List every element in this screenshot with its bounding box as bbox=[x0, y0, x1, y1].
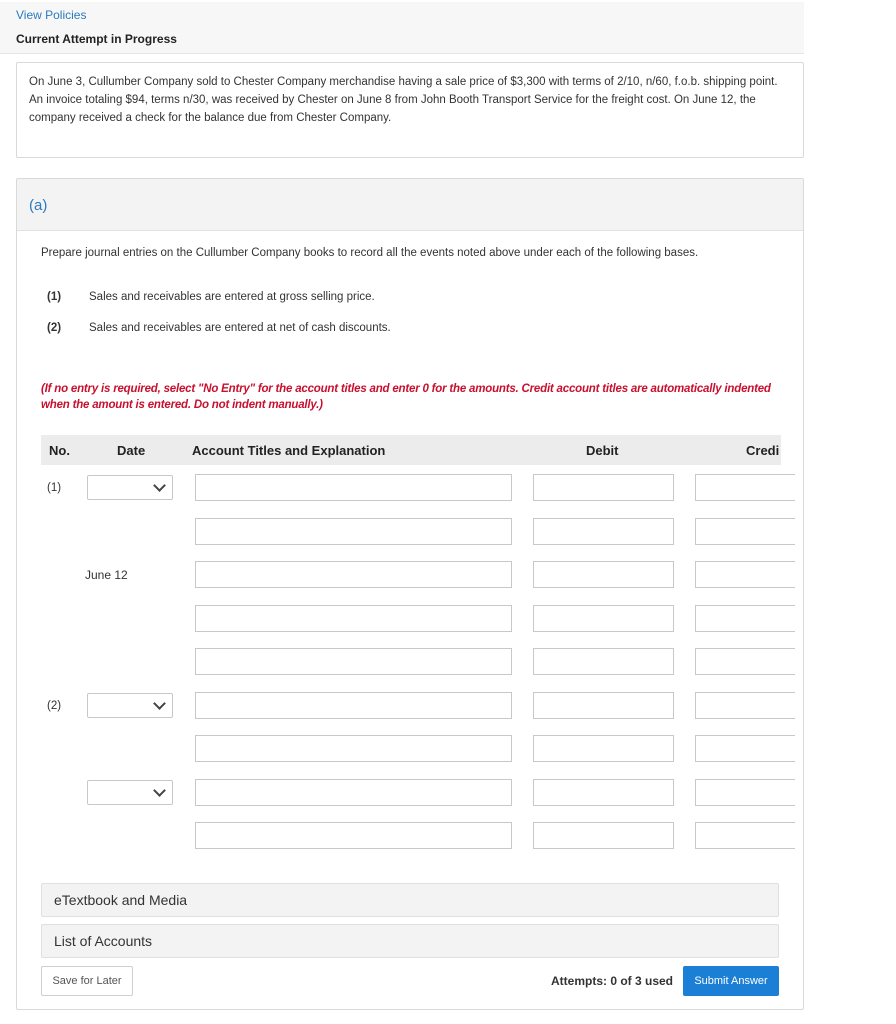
view-policies-link[interactable]: View Policies bbox=[16, 8, 87, 22]
chevron-down-icon bbox=[153, 784, 166, 797]
debit-input[interactable] bbox=[533, 735, 674, 762]
account-title-input[interactable] bbox=[195, 648, 512, 675]
date-dropdown[interactable] bbox=[87, 693, 173, 718]
header-no: No. bbox=[49, 443, 70, 458]
instructions-text: Prepare journal entries on the Cullumber Company books to record all the events noted above under each of the following bases. bbox=[41, 247, 699, 259]
submit-answer-button[interactable]: Submit Answer bbox=[683, 966, 779, 996]
row-number: (2) bbox=[47, 700, 62, 712]
credit-input[interactable] bbox=[695, 822, 795, 849]
entry-instructions-note: (If no entry is required, select "No Entry" for the account titles and enter 0 for the amounts. Credit account titles are automatically indented when the amount is entered. Do not indent manually.) bbox=[41, 383, 771, 411]
header-credit: Credi bbox=[746, 443, 780, 458]
header-date: Date bbox=[117, 443, 146, 458]
account-title-input[interactable] bbox=[195, 561, 512, 588]
account-title-input[interactable] bbox=[195, 735, 512, 762]
save-for-later-button[interactable]: Save for Later bbox=[41, 966, 133, 996]
account-title-input[interactable] bbox=[195, 474, 512, 501]
debit-input[interactable] bbox=[533, 518, 674, 545]
credit-input[interactable] bbox=[695, 474, 795, 501]
header-debit: Debit bbox=[586, 443, 619, 458]
credit-input[interactable] bbox=[695, 561, 795, 588]
date-dropdown[interactable] bbox=[87, 780, 173, 805]
basis-number: (2) bbox=[47, 322, 62, 334]
attempt-title: Current Attempt in Progress bbox=[16, 32, 177, 46]
etextbook-accordion[interactable]: eTextbook and Media bbox=[41, 883, 779, 917]
credit-input[interactable] bbox=[695, 648, 795, 675]
question-box bbox=[16, 62, 804, 158]
debit-input[interactable] bbox=[533, 822, 674, 849]
header-panel bbox=[0, 2, 804, 54]
question-text: On June 3, Cullumber Company sold to Chester Company merchandise having a sale price of $3,300 with terms of 2/10, n/60, f.o.b. shipping point. An invoice totaling $94, terms n/30, was received by Chester on June 8 from John Booth Transport Service for the freight cost. On June 12, the company received a check for the balance due from Chester Company. bbox=[29, 76, 778, 124]
basis-text: Sales and receivables are entered at net of cash discounts. bbox=[89, 322, 391, 334]
date-dropdown[interactable] bbox=[87, 475, 173, 500]
credit-input[interactable] bbox=[695, 735, 795, 762]
row-number: (1) bbox=[47, 482, 62, 494]
debit-input[interactable] bbox=[533, 779, 674, 806]
part-header bbox=[17, 179, 803, 231]
account-title-input[interactable] bbox=[195, 692, 512, 719]
basis-text: Sales and receivables are entered at gross selling price. bbox=[89, 291, 375, 303]
part-label: (a) bbox=[29, 197, 48, 214]
debit-input[interactable] bbox=[533, 474, 674, 501]
account-title-input[interactable] bbox=[195, 605, 512, 632]
basis-item-1 bbox=[47, 291, 375, 303]
account-title-input[interactable] bbox=[195, 518, 512, 545]
debit-input[interactable] bbox=[533, 561, 674, 588]
row-date: June 12 bbox=[85, 568, 128, 582]
debit-input[interactable] bbox=[533, 692, 674, 719]
basis-item-2 bbox=[47, 322, 391, 334]
credit-input[interactable] bbox=[695, 518, 795, 545]
list-of-accounts-accordion[interactable]: List of Accounts bbox=[41, 924, 779, 958]
account-title-input[interactable] bbox=[195, 822, 512, 849]
account-title-input[interactable] bbox=[195, 779, 512, 806]
attempts-counter: Attempts: 0 of 3 used bbox=[551, 974, 674, 988]
header-account: Account Titles and Explanation bbox=[192, 443, 386, 458]
part-panel bbox=[16, 178, 804, 1010]
debit-input[interactable] bbox=[533, 605, 674, 632]
credit-input[interactable] bbox=[695, 605, 795, 632]
debit-input[interactable] bbox=[533, 648, 674, 675]
credit-input[interactable] bbox=[695, 779, 795, 806]
credit-input[interactable] bbox=[695, 692, 795, 719]
chevron-down-icon bbox=[153, 697, 166, 710]
basis-number: (1) bbox=[47, 291, 62, 303]
chevron-down-icon bbox=[153, 479, 166, 492]
journal-table-header bbox=[41, 435, 781, 465]
